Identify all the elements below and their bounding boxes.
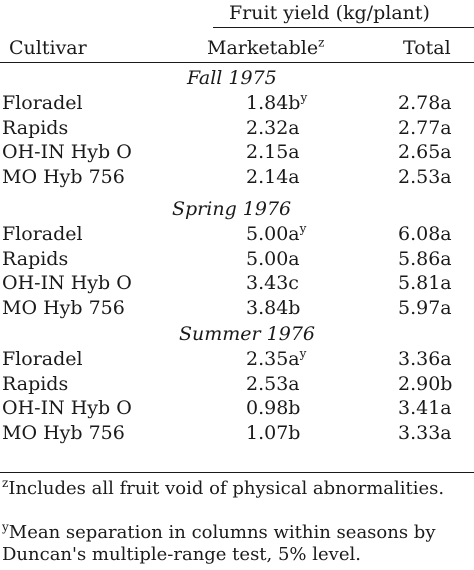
footnote-y <box>2 522 472 566</box>
cell-marketable <box>246 141 300 163</box>
cell-cultivar: Rapids <box>2 372 69 395</box>
cell-marketable <box>246 297 300 319</box>
cell-cultivar: Rapids <box>2 116 69 139</box>
footnote-mark-y: y <box>300 90 308 105</box>
cell-marketable <box>246 422 300 444</box>
cell-total: 2.78a <box>398 92 452 114</box>
footnote-mark-y: y <box>299 346 307 361</box>
header-rule <box>0 62 474 63</box>
cell-cultivar: Floradel <box>2 223 83 245</box>
cell-cultivar: Floradel <box>2 348 83 370</box>
footnote-z-mark: z <box>2 476 9 490</box>
footnote-mark-z: z <box>318 35 325 50</box>
cell-marketable <box>246 348 306 370</box>
cell-marketable-value: 2.14a <box>246 165 300 188</box>
group-header: Fruit yield (kg/plant) <box>229 2 430 24</box>
footer-rule <box>0 472 474 473</box>
season-heading: Summer 1976 <box>179 323 316 345</box>
group-header-rule <box>213 27 474 28</box>
cell-marketable-value: 1.07b <box>246 421 301 444</box>
cell-total: 6.08a <box>398 223 452 245</box>
season-heading: Fall 1975 <box>187 67 277 89</box>
cell-marketable-value: 2.32a <box>246 116 300 139</box>
cell-marketable-value: 3.43c <box>246 272 299 295</box>
cell-marketable-value: 0.98b <box>246 397 301 420</box>
cell-marketable <box>246 248 300 270</box>
cell-total: 3.41a <box>398 397 452 420</box>
cell-total: 5.97a <box>398 296 452 319</box>
cell-marketable-value: 2.53a <box>246 372 300 395</box>
cell-total: 2.90b <box>398 372 453 395</box>
cell-cultivar: Rapids <box>2 247 69 270</box>
col-header-marketable-label: Marketable <box>207 37 319 59</box>
cell-marketable-value: 2.15a <box>246 141 300 164</box>
cell-marketable-value: 2.35a <box>246 348 300 370</box>
cell-cultivar: OH-IN Hyb O <box>2 397 132 420</box>
cell-total: 3.36a <box>398 348 452 370</box>
footnote-y-mark: y <box>2 520 9 534</box>
cell-marketable-value: 3.84b <box>246 296 301 319</box>
footnote-z-text: Includes all fruit void of physical abnormalities. <box>8 478 445 499</box>
cell-cultivar: OH-IN Hyb O <box>2 272 132 295</box>
footnote-z <box>2 478 472 500</box>
footnote-mark-y: y <box>299 221 307 236</box>
cell-marketable <box>246 397 300 419</box>
cell-total: 2.77a <box>398 116 452 139</box>
cell-marketable <box>246 117 300 139</box>
season-heading: Spring 1976 <box>172 198 292 220</box>
col-header-cultivar: Cultivar <box>9 37 87 59</box>
cell-total: 5.81a <box>398 272 452 295</box>
cell-marketable <box>246 373 300 395</box>
cell-cultivar: MO Hyb 756 <box>2 296 125 319</box>
cell-total: 5.86a <box>398 247 452 270</box>
cell-marketable <box>246 92 307 114</box>
cell-marketable-value: 5.00a <box>246 223 300 245</box>
cell-marketable-value: 5.00a <box>246 247 300 270</box>
cell-cultivar: MO Hyb 756 <box>2 165 125 188</box>
cell-cultivar: MO Hyb 756 <box>2 421 125 444</box>
cell-cultivar: OH-IN Hyb O <box>2 141 132 164</box>
col-header-marketable <box>207 37 324 59</box>
cell-marketable <box>246 223 306 245</box>
cell-total: 2.53a <box>398 165 452 188</box>
footnote-y-text: Mean separation in columns within seasons by Duncan's multiple-range test, 5% level. <box>2 522 436 565</box>
cell-cultivar: Floradel <box>2 92 83 114</box>
cell-marketable-value: 1.84b <box>246 92 301 114</box>
cell-total: 3.33a <box>398 421 452 444</box>
col-header-total: Total <box>403 37 451 59</box>
cell-marketable <box>246 166 300 188</box>
cell-marketable <box>246 272 299 294</box>
cell-total: 2.65a <box>398 141 452 164</box>
